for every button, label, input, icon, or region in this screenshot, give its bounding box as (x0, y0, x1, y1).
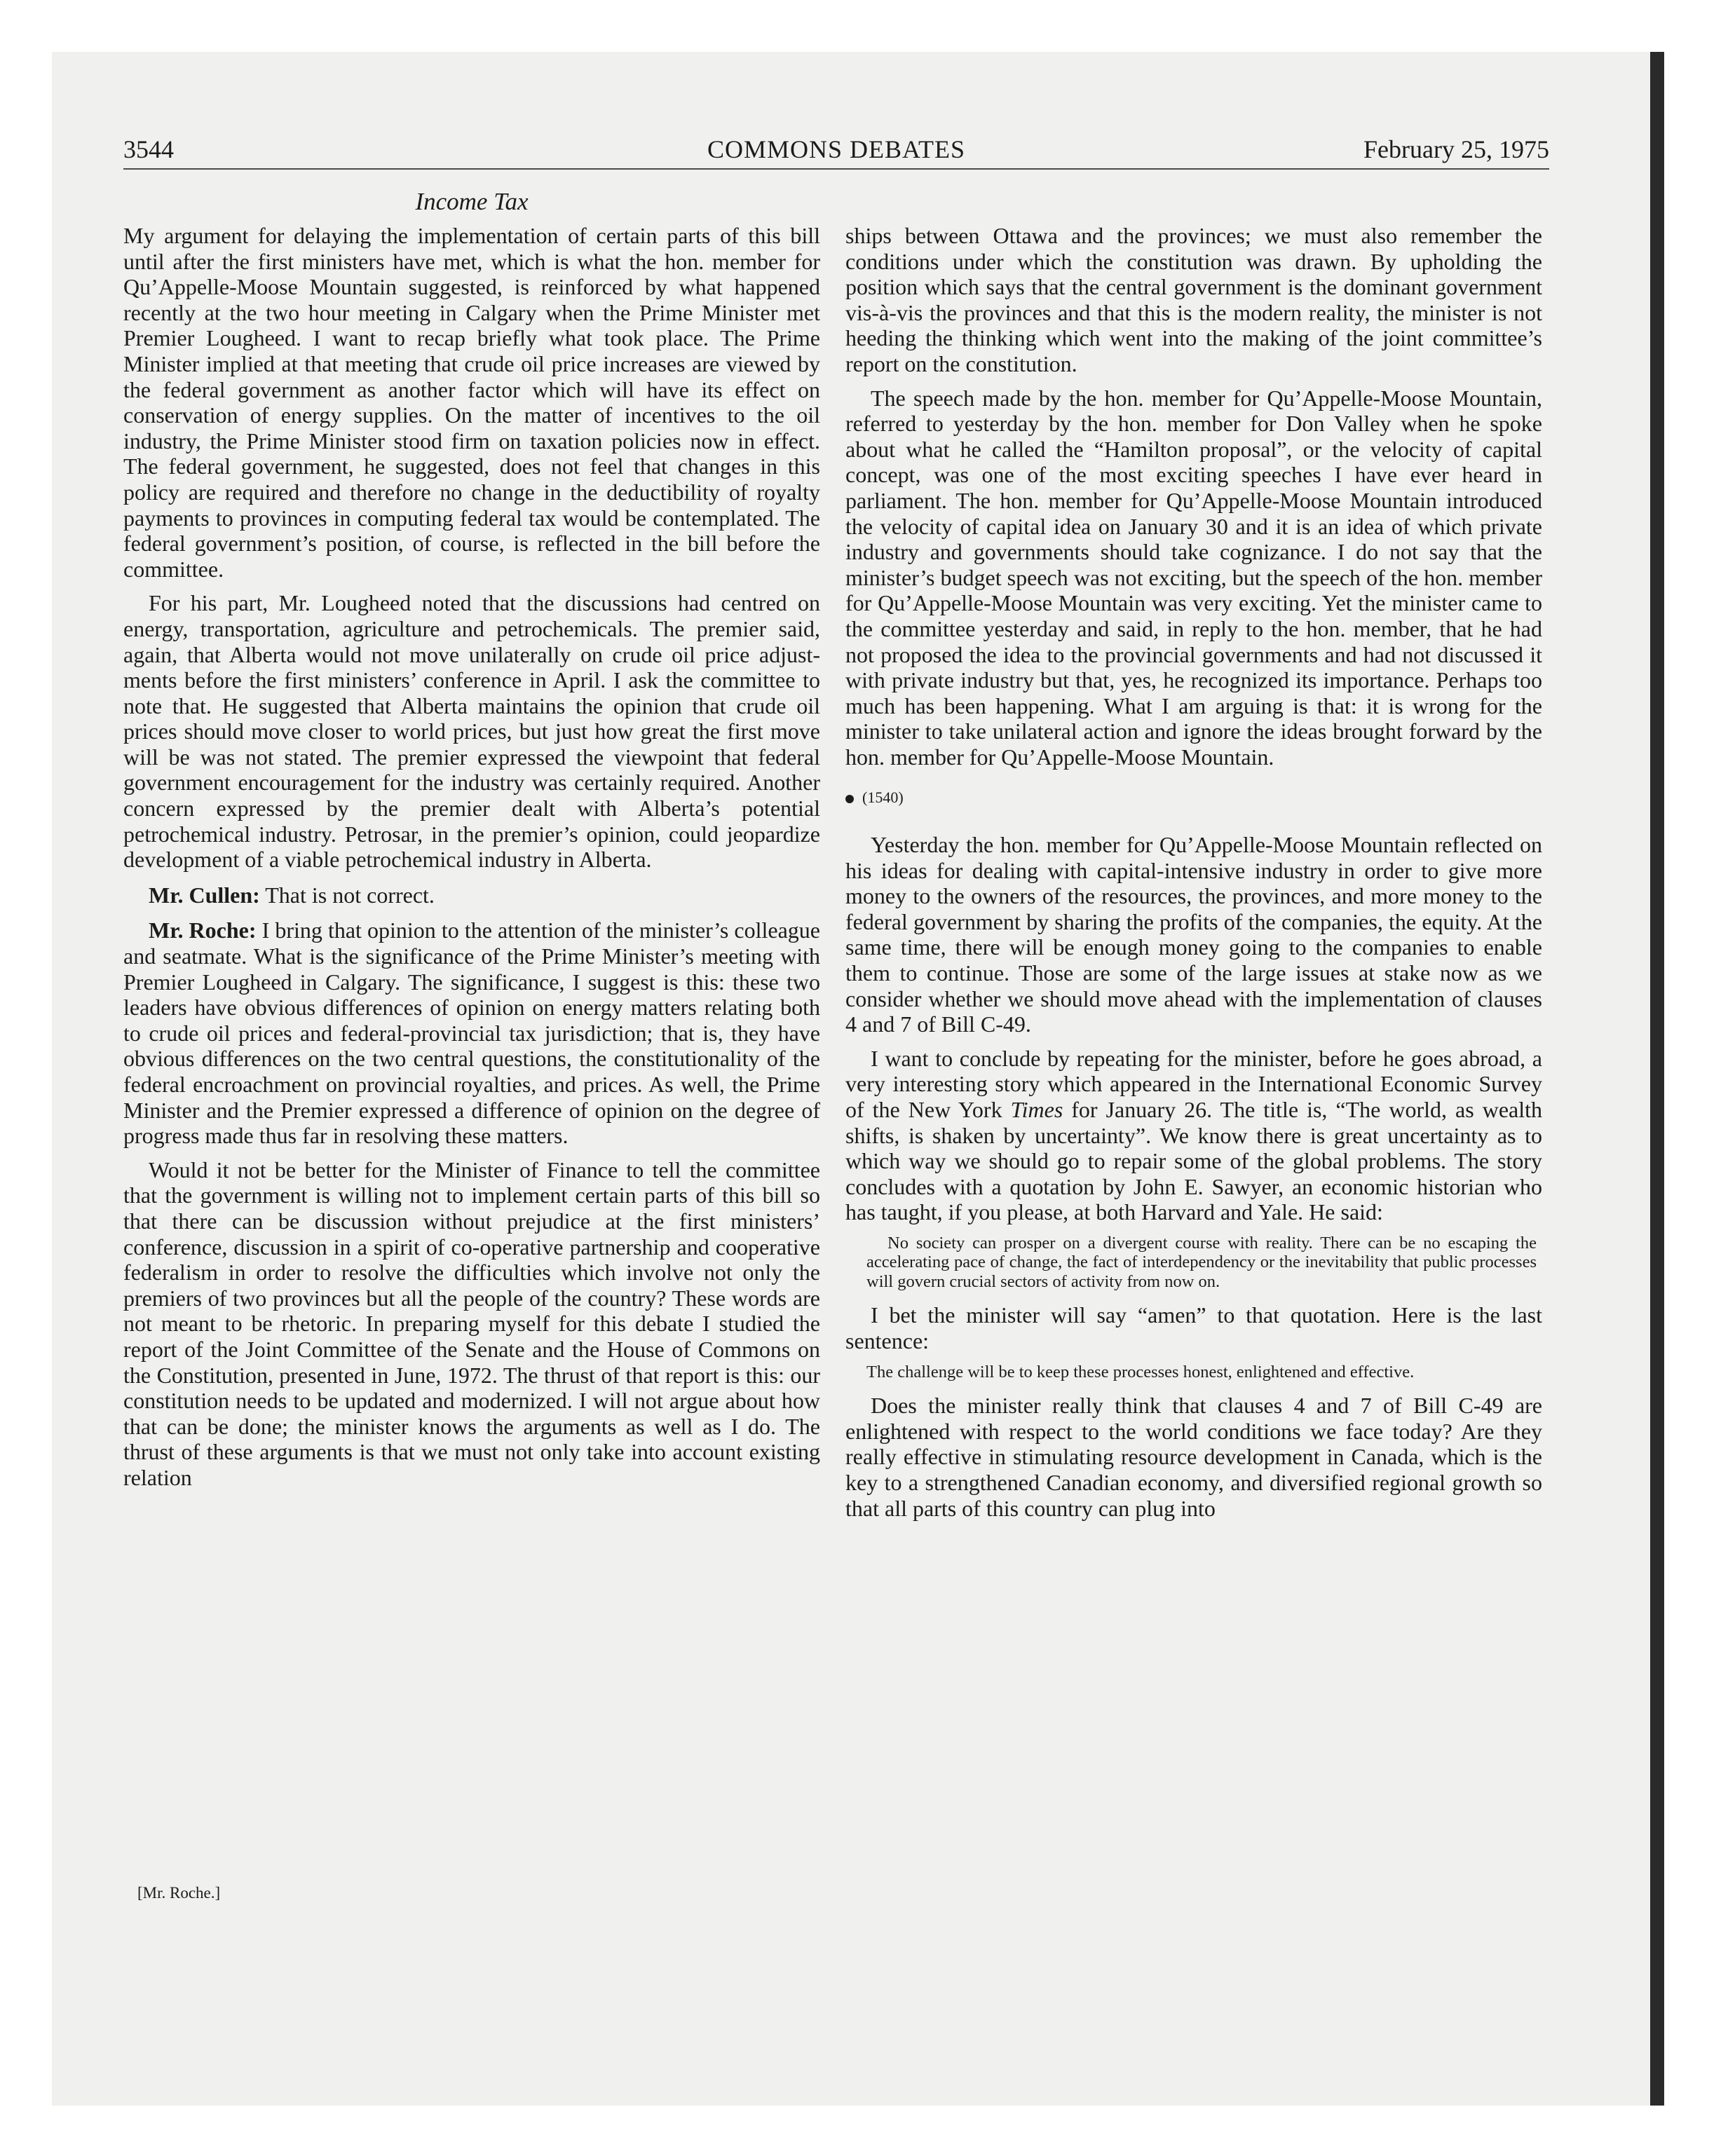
page-header (123, 135, 1549, 167)
page-number: 3544 (123, 135, 174, 163)
block-quote: No society can prosper on a divergent course with reality. There can be no escaping the accelerating pace of change, the fact of interdependency or the inevitability that public processes will govern crucial sectors of activity from now on. (866, 1233, 1537, 1291)
left-column (123, 223, 820, 1499)
bullet-icon (845, 795, 854, 803)
publication-title: COMMONS DEBATES (707, 135, 966, 163)
paragraph-text: for January 26. The title is, “The world, as wealth shifts, is shaken by uncertainty”. We know there is great uncertainty as to which way we should go to repair some of the global problems. The story concludes with a quotation by John E. Sawyer, an economic historian who has taught, if you please, at both Harvard and Yale. He said: (845, 1097, 1543, 1225)
paragraph: Yesterday the hon. member for Qu’Appelle-Moose Mountain reflected on his ideas for dealing with capital-intensive industry in order to give more money to the owners of the resources, the provinces, and more money to the federal government by sharing the profits of the companies, the equity. At the same time, there will be enough money going to the companies to enable them to continue. Those are some of the large issues at stake now as we consider whether we should move ahead with the implementation of clauses 4 and 7 of Bill C-49. (845, 832, 1542, 1037)
speaker-footnote: [Mr. Roche.] (137, 1884, 221, 1902)
block-quote: The challenge will be to keep these processes honest, enlightened and effective. (866, 1362, 1415, 1381)
time-marker (845, 785, 1542, 811)
header-rule (123, 168, 1549, 170)
page-date: February 25, 1975 (1363, 135, 1549, 163)
speaker-paragraph (123, 917, 820, 1148)
speech-text: I bring that opinion to the attention of the minister’s colleague and seatmate. What is the significance of the Prime Minister’s meeting with Premier Lougheed in Calgary. The significance, I suggest is this: these two leaders have obvious differences of opinion on energy matters relating both to crude oil prices and federal-provincial tax jurisdiction; that is, they have obvious differences on the two central questions, the constitutionality of the federal encroachment on provincial royalties, and prices. As well, the Prime Minister and the Premier expressed a difference of opinion on the degree of progress made thus far in resolving these matters. (123, 917, 821, 1149)
paragraph-text: I want to conclude by repeating for the minister, before he goes abroad, a very interesting story which appeared in the International Economic Survey of the New York (845, 1045, 1542, 1122)
speech-text: That is not correct. (259, 882, 435, 908)
scan-edge-shadow (1650, 52, 1664, 2106)
paragraph: My argument for delaying the implementation of certain parts of this bill until after the first ministers have met, which is what the hon. member for Qu’Appelle-Moose Mountain suggested, is reinforced by what happened recently at the two hour meeting in Calgary when the Prime Minister met Premier Lougheed. I want to recap briefly what took place. The Prime Minister implied at that meeting that crude oil price increases are viewed by the federal government as another factor which will have its effect on conservation of energy supplies. On the matter of incentives to the oil industry, the Prime Minister stood firm on taxation policies now in effect. The federal government, he suggested, does not feel that changes in this policy are required and therefore no change in the deductibility of royalty payments to provinces in computing federal tax would be contemplated. The federal government’s position, of course, is reflected in the bill before the committee. (123, 223, 820, 582)
right-column (845, 223, 1542, 1529)
paragraph (845, 1046, 1542, 1225)
speaker-paragraph (123, 882, 820, 908)
running-head: Income Tax (415, 188, 529, 215)
paragraph: Would it not be better for the Minister of Finance to tell the committee that the government is willing not to implement certain parts of this bill so that there can be discussion without prejudice at the first ministers’ conference, discussion in a spirit of co-operative partnership and cooperative federalism in order to resolve the difficulties which involve not only the premiers of two provinces but all the people of the country? These words are not meant to be rhetoric. In preparing myself for this debate I studied the report of the Joint Committee of the Senate and the House of Commons on the Constitution, presented in June, 1972. The thrust of that report is this: our constitution needs to be updated and modernized. I will not argue about how that can be done; the minister knows the arguments as well as I do. The thrust of these arguments is that we must not only take into account existing relation (123, 1157, 820, 1490)
speaker-name: Mr. Cullen: (149, 882, 260, 908)
speaker-name: Mr. Roche: (149, 917, 257, 943)
paragraph: ships between Ottawa and the provinces; we must also remember the conditions under which the constitution was drawn. By upholding the position which says that the central government is the dominant government vis-à-vis the provinces and that this is the modern reality, the minister is not heeding the thinking which went into the making of the joint committee’s report on the constitution. (845, 223, 1542, 376)
time-marker-text: (1540) (862, 789, 904, 807)
paragraph: For his part, Mr. Lougheed noted that the discussions had centred on energy, transportation, agriculture and petrochemicals. The premier said, again, that Alberta would not move unilaterally on crude oil price adjustments before the first ministers’ conference in April. I ask the committee to note that. He suggested that Alberta maintains the opinion that crude oil prices should move closer to world prices, but just how great the first move will be was not stated. The premier expressed the viewpoint that federal government encouragement for the industry was certainly required. Another concern expressed by the premier dealt with Alberta’s potential petrochemical industry. Petrosar, in the premier’s opinion, could jeopardize development of a viable petrochemical industry in Alberta. (123, 590, 820, 873)
publication-name: Times (1010, 1097, 1063, 1122)
paragraph: The speech made by the hon. member for Qu’Appelle-Moose Mountain, referred to yesterday by the hon. member for Don Valley when he spoke about what he called the “Hamilton proposal”, or the velocity of capital concept, was one of the most exciting speeches I have ever heard in parliament. The hon. member for Qu’Appelle-Moose Mountain introduced the velocity of capital idea on January 30 and it is an idea of which private industry and governments should take cognizance. I do not say that the minister’s budget speech was not exciting, but the speech of the hon. member for Qu’Appelle-Moose Mountain was very exciting. Yet the minister came to the committee yesterday and said, in reply to the hon. member, that he had not proposed the idea to the provincial governments and had not discussed it with private industry but that, yes, he recognized its importance. Perhaps too much has been happening. What I am arguing is that: it is wrong for the minister to take unilateral action and ignore the ideas brought forward by the hon. member for Qu’Appelle-Moose Mountain. (845, 385, 1542, 770)
paragraph: I bet the minister will say “amen” to that quotation. Here is the last sentence: (845, 1302, 1542, 1354)
paragraph: Does the minister really think that clauses 4 and 7 of Bill C-49 are enlightened with respect to the world conditions we face today? Are they really effective in stimulating resource development in Canada, which is the key to a strengthened Canadian economy, and diversified regional growth so that all parts of this country can plug into (845, 1393, 1542, 1521)
